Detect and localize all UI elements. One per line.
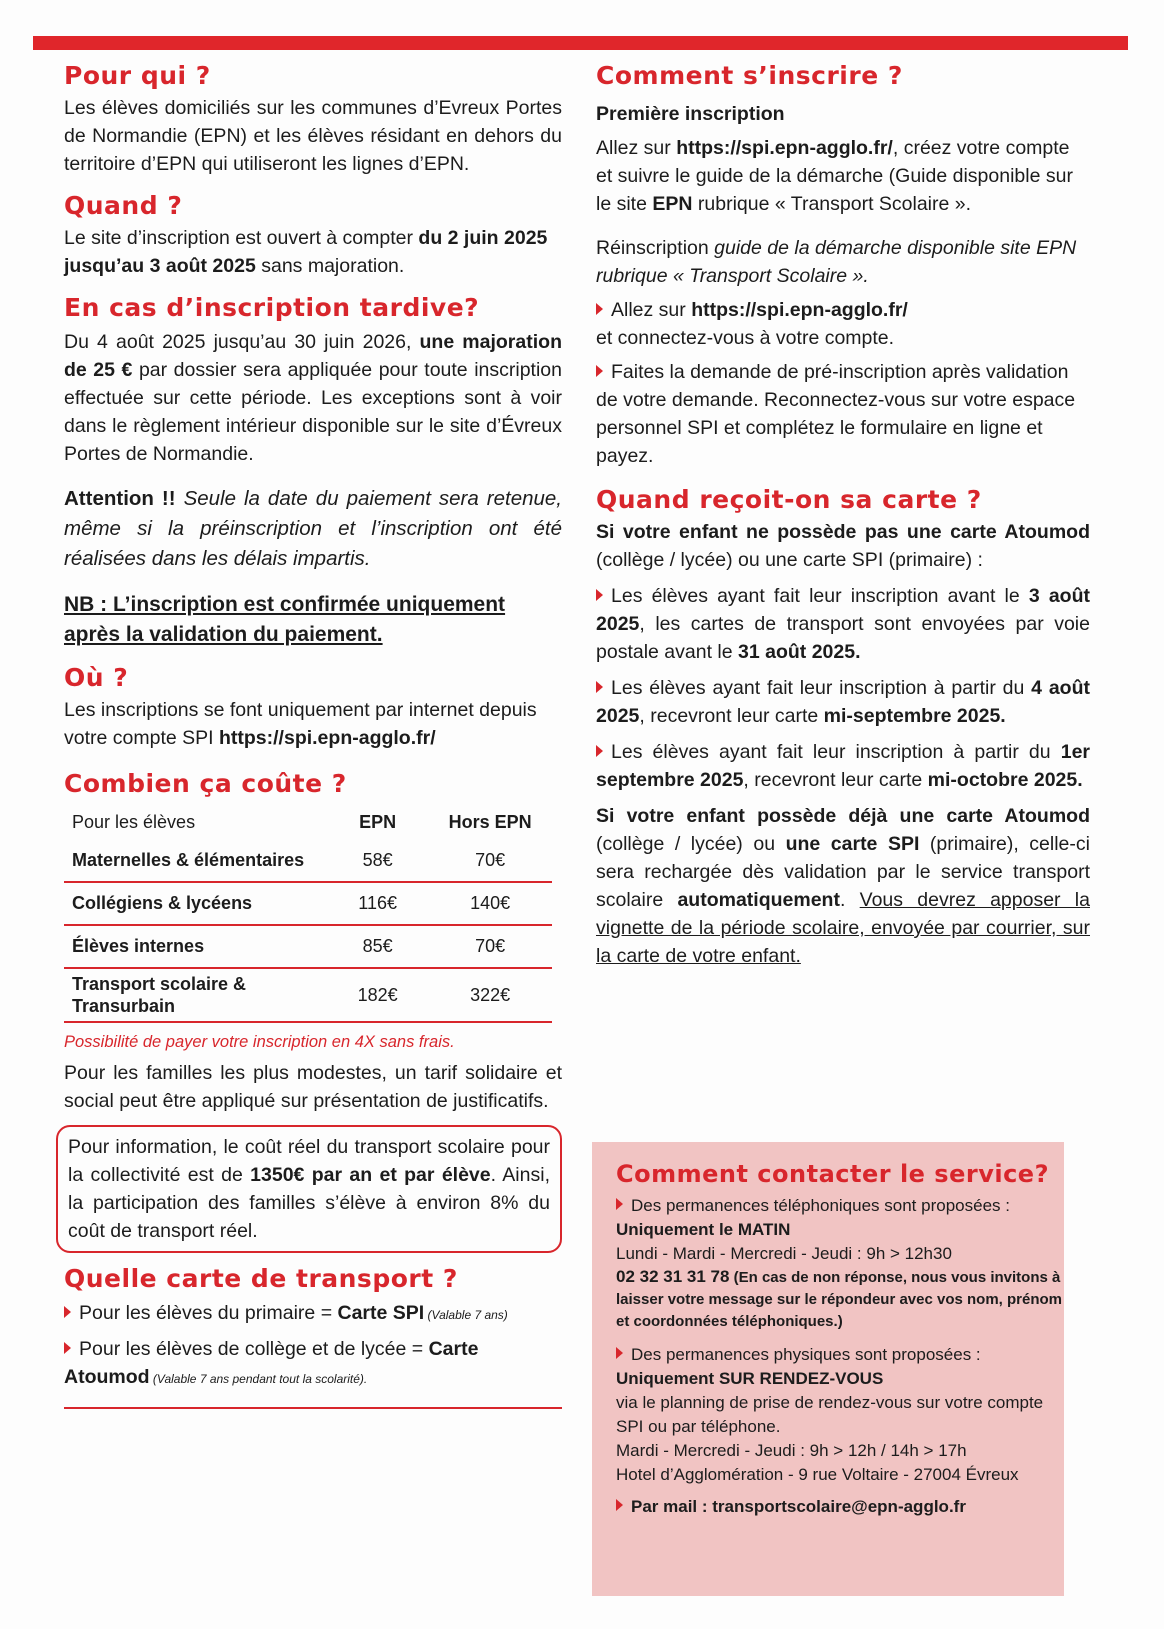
section-title-carte-transport: Quelle carte de transport ? bbox=[64, 1264, 458, 1293]
phys-days: Mardi - Mercredi - Jeudi : 9h > 12h / 14h > 17h bbox=[616, 1441, 967, 1460]
carte-bullet-2: Les élèves ayant fait leur inscription à partir du 4 août 2025, recevront leur carte mi-septembre 2025. bbox=[596, 677, 1090, 727]
bullet-arrow-icon bbox=[616, 1499, 623, 1511]
payment-4x-note: Possibilité de payer votre inscription en 4X sans frais. bbox=[64, 1033, 455, 1051]
reinscription-step-2: Faites la demande de pré-inscription après validation de votre demande. Reconnectez-vous sur votre espace personnel SPI et complétez le formulaire en ligne et payez. bbox=[596, 361, 1076, 467]
bullet-arrow-icon bbox=[616, 1198, 623, 1210]
price-epn: 58€ bbox=[327, 840, 428, 882]
tel-number-text: 02 32 31 31 78 (En cas de non réponse, nous vous invitons à laisser votre message sur le répondeur avec vos nom, prénom et coordonnées téléphoniques.) bbox=[616, 1267, 1063, 1330]
info-box bbox=[56, 1125, 562, 1253]
ou-text: Les inscriptions se font uniquement par internet depuis votre compte SPI https://spi.epn-agglo.fr/ bbox=[64, 699, 537, 749]
reinscription-step-1: Allez sur https://spi.epn-agglo.fr/ et connectez-vous à votre compte. bbox=[596, 299, 908, 349]
top-red-bar bbox=[33, 36, 1128, 50]
price-hors-epn: 322€ bbox=[428, 968, 552, 1022]
left-column bbox=[64, 58, 562, 1409]
bullet-arrow-icon bbox=[596, 745, 603, 757]
tel-days: Lundi - Mardi - Mercredi - Jeudi : 9h > 12h30 bbox=[616, 1244, 952, 1263]
table-row bbox=[64, 968, 552, 1022]
mail-text: Par mail : transportscolaire@epn-agglo.fr bbox=[616, 1495, 1064, 1519]
section-title-quand: Quand ? bbox=[64, 191, 183, 220]
price-header-hors-epn: Hors EPN bbox=[448, 811, 532, 832]
section-title-ou: Où ? bbox=[64, 663, 129, 692]
right-column bbox=[596, 58, 1090, 970]
premiere-inscription-text: Allez sur https://spi.epn-agglo.fr/, créez votre compte et suivre le guide de la démarche (Guide disponible sur le site EPN rubrique « Transport Scolaire ». bbox=[596, 137, 1073, 215]
section-title-cout: Combien ça coûte ? bbox=[64, 769, 347, 798]
carte-bullet-3: Les élèves ayant fait leur inscription à partir du 1er septembre 2025, recevront leur carte mi-octobre 2025. bbox=[596, 741, 1090, 791]
contact-email[interactable]: transportscolaire@epn-agglo.fr bbox=[712, 1497, 966, 1516]
price-header-label: Pour les élèves bbox=[72, 811, 196, 832]
pour-qui-text: Les élèves domiciliés sur les communes d’Evreux Portes de Normandie (EPN) et les élèves résidant en dehors du territoire d’EPN qui utiliseront les lignes d’EPN. bbox=[64, 97, 562, 175]
bullet-arrow-icon bbox=[596, 681, 603, 693]
table-row bbox=[64, 840, 552, 882]
price-table bbox=[64, 804, 552, 1023]
tel-when: Uniquement le MATIN bbox=[616, 1220, 791, 1239]
bullet-arrow-icon bbox=[596, 303, 603, 315]
bottom-divider bbox=[64, 1407, 562, 1409]
section-title-tardive: En cas d’inscription tardive? bbox=[64, 293, 480, 322]
premiere-inscription-label: Première inscription bbox=[596, 103, 785, 125]
carte-atoumod-text: Pour les élèves de collège et de lycée = Carte Atoumod (Valable 7 ans pendant tout la scolarité). bbox=[64, 1338, 479, 1388]
phys-when: Uniquement SUR RENDEZ-VOUS bbox=[616, 1369, 884, 1388]
price-epn: 116€ bbox=[327, 882, 428, 925]
nb-text: NB : L’inscription est confirmée uniquement après la validation du paiement. bbox=[64, 593, 506, 646]
price-header-epn: EPN bbox=[359, 811, 397, 832]
section-title-recoit-carte: Quand reçoit-on sa carte ? bbox=[596, 485, 982, 514]
bullet-arrow-icon bbox=[64, 1306, 71, 1318]
bullet-arrow-icon bbox=[596, 589, 603, 601]
price-hors-epn: 140€ bbox=[428, 882, 552, 925]
attention-text: Attention !! Seule la date du paiement sera retenue, même si la préinscription et l’inscription ont été réalisées dans les délais impartis. bbox=[64, 487, 562, 570]
phys-address: Hotel d’Agglomération - 9 rue Voltaire - 27004 Évreux bbox=[616, 1465, 1019, 1484]
tarif-solidaire-text: Pour les familles les plus modestes, un tarif solidaire et social peut être appliqué sur présentation de justificatifs. bbox=[64, 1062, 562, 1112]
contact-box bbox=[592, 1142, 1064, 1596]
section-title-inscrire: Comment s’inscrire ? bbox=[596, 61, 903, 90]
price-table-header bbox=[64, 804, 552, 840]
price-row-label: Transport scolaire & Transurbain bbox=[64, 968, 327, 1022]
sans-carte-text: Si votre enfant ne possède pas une carte Atoumod (collège / lycée) ou une carte SPI (primaire) : bbox=[596, 521, 1090, 571]
price-row-label: Collégiens & lycéens bbox=[64, 882, 327, 925]
table-row bbox=[64, 925, 552, 968]
quand-text: Le site d’inscription est ouvert à compter du 2 juin 2025 jusqu’au 3 août 2025 sans majoration. bbox=[64, 227, 548, 277]
price-hors-epn: 70€ bbox=[428, 925, 552, 968]
reinscription-text: Réinscription guide de la démarche disponible site EPN rubrique « Transport Scolaire ». bbox=[596, 237, 1077, 287]
section-title-pour-qui: Pour qui ? bbox=[64, 61, 211, 90]
info-box-text: Pour information, le coût réel du transport scolaire pour la collectivité est de 1350€ par an et par élève. Ainsi, la participation des familles s’élève à environ 8% du coût de transport réel. bbox=[68, 1136, 550, 1242]
tardive-text: Du 4 août 2025 jusqu’au 30 juin 2026, une majoration de 25 € par dossier sera appliquée pour toute inscription effectuée sur cette période. Les exceptions sont à voir dans le règlement intérieur disponible sur le site d’Évreux Portes de Normandie. bbox=[64, 331, 562, 465]
bullet-arrow-icon bbox=[596, 365, 603, 377]
phys-intro: Des permanences physiques sont proposées : bbox=[616, 1343, 1064, 1367]
carte-bullet-1: Les élèves ayant fait leur inscription avant le 3 août 2025, les cartes de transport sont envoyées par voie postale avant le 31 août 2025. bbox=[596, 585, 1090, 663]
deja-carte-text: Si votre enfant possède déjà une carte Atoumod (collège / lycée) ou une carte SPI (primaire), celle-ci sera rechargée dès validation par le service transport scolaire automatiquement. Vous devrez apposer la vignette de la période scolaire, envoyée par courrier, sur la carte de votre enfant. bbox=[596, 805, 1090, 967]
table-row bbox=[64, 882, 552, 925]
bullet-arrow-icon bbox=[616, 1347, 623, 1359]
price-hors-epn: 70€ bbox=[428, 840, 552, 882]
price-epn: 182€ bbox=[327, 968, 428, 1022]
carte-spi-text: Pour les élèves du primaire = Carte SPI (Valable 7 ans) bbox=[64, 1299, 562, 1329]
price-row-label: Maternelles & élémentaires bbox=[64, 840, 327, 882]
phys-how: via le planning de prise de rendez-vous sur votre compte SPI ou par téléphone. bbox=[616, 1393, 1044, 1436]
price-epn: 85€ bbox=[327, 925, 428, 968]
tel-intro: Des permanences téléphoniques sont proposées : bbox=[616, 1194, 1064, 1218]
bullet-arrow-icon bbox=[64, 1342, 71, 1354]
price-row-label: Élèves internes bbox=[64, 925, 327, 968]
contact-title: Comment contacter le service? bbox=[616, 1160, 1049, 1188]
